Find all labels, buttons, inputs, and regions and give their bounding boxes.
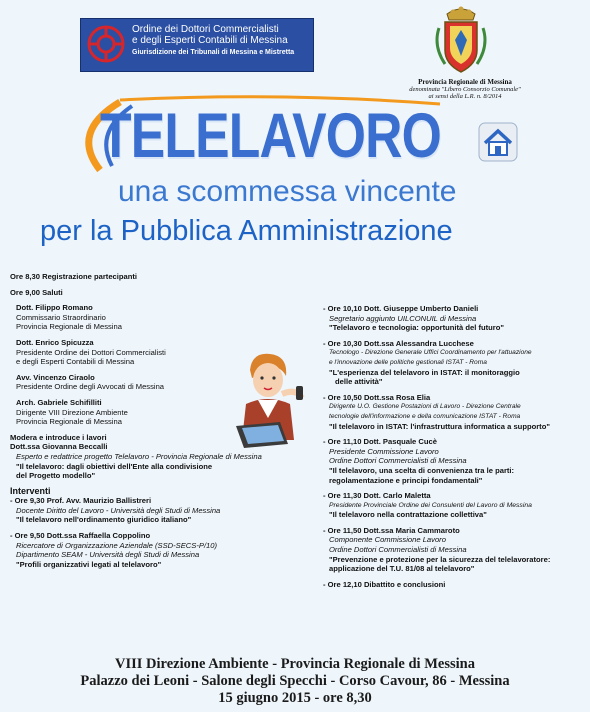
talk-cuce <box>323 437 585 485</box>
moderator-talk-title: "Il telelavoro: dagli obiettivi dell'Ente alla condivisione <box>16 461 213 471</box>
talk-role: Tecnologo - Direzione Generale Uffici Coordinamento per l'attuazione <box>329 349 532 357</box>
talk-time-speaker: - Ore 10,50 Dott.ssa Rosa Elia <box>323 392 431 402</box>
talk-time-speaker: - Ore 10,10 Dott. Giuseppe Umberto Danieli <box>323 304 479 313</box>
talk-title: "Profili organizzativi legati al telelavoro" <box>16 559 162 569</box>
talk-role: Ordine Dottori Commercialisti di Messina <box>329 456 467 466</box>
moderator-heading: Modera e introduce i lavori <box>10 432 107 442</box>
woman-at-laptop-illustration <box>222 348 314 460</box>
program-right-column <box>323 304 585 589</box>
talk-time-speaker: - Ore 10,30 Dott.ssa Alessandra Lucchese <box>323 338 474 348</box>
talk-title: "Il telelavoro, una scelta di convenienza tra le parti: <box>329 465 515 475</box>
talk-time-speaker: - Ore 11,10 Dott. Pasquale Cucè <box>323 437 437 447</box>
talk-title: "Il telelavoro in ISTAT: l'infrastruttura informatica a supporto" <box>329 421 550 431</box>
speaker-role: e degli Esperti Contabili di Messina <box>16 357 135 367</box>
speaker-name: Avv. Vincenzo Ciraolo <box>16 372 95 382</box>
talk-role: Dirigente U.O. Gestione Postazioni di Lavoro - Direzione Centrale <box>329 403 521 411</box>
speaker-role: Provincia Regionale di Messina <box>16 322 122 332</box>
provincia-line1: Provincia Regionale di Messina <box>418 78 512 86</box>
speaker-role: Provincia Regionale di Messina <box>16 417 122 427</box>
talk-role: Ricercatore di Organizzazione Aziendale (SSD-SECS-P/10) <box>16 540 218 550</box>
talk-title: "L'esperienza del telelavoro in ISTAT: il monitoraggio <box>329 367 520 377</box>
moderator-name: Dott.ssa Giovanna Beccalli <box>10 442 108 452</box>
footer-venue: Palazzo dei Leoni - Salone degli Specchi - Corso Cavour, 86 - Messina <box>80 673 510 689</box>
talk-title: "Il telelavoro nell'ordinamento giuridico italiano" <box>16 515 192 525</box>
talk-title: delle attività" <box>335 377 383 387</box>
talk-role: Ordine Dottori Commercialisti di Messina <box>329 545 467 555</box>
speaker-role: Presidente Ordine degli Avvocati di Messina <box>16 382 165 392</box>
talk-title: "Il telelavoro nella contrattazione collettiva" <box>329 510 487 520</box>
speaker-name: Dott. Filippo Romano <box>16 303 93 313</box>
footer <box>0 656 590 707</box>
talk-time-speaker: - Ore 11,50 Dott.ssa Maria Cammaroto <box>323 525 460 535</box>
speaker-role: Commissario Straordinario <box>16 312 106 322</box>
moderator-role: Esperto e redattrice progetto Telelavoro - Provincia Regionale di Messina <box>16 451 262 461</box>
talk-title: regolamentazione e principi fondamentali" <box>329 475 483 485</box>
talk-role: Presidente Commissione Lavoro <box>329 446 439 456</box>
provincia-crest-icon <box>433 6 489 76</box>
talk-time-speaker: - Ore 9,50 Dott.ssa Raffaella Coppolino <box>10 531 151 541</box>
speaker-role: Presidente Ordine dei Dottori Commercialisti <box>16 347 166 357</box>
moderator-talk-title: del Progetto modello" <box>16 471 96 481</box>
provincia-line2: denominata "Libero Consorzio Comunale" <box>409 86 521 93</box>
talk-role: Presidente Provinciale Ordine dei Consulenti del Lavoro di Messina <box>329 501 532 509</box>
talk-elia <box>323 393 585 431</box>
interventions-heading: Interventi <box>10 485 51 496</box>
footer-date: 15 giugno 2015 - ore 8,30 <box>218 690 372 706</box>
talk-coppolino <box>10 531 310 569</box>
speaker-role: Dirigente VIII Direzione Ambiente <box>16 407 128 417</box>
footer-organizer: VIII Direzione Ambiente - Provincia Regionale di Messina <box>115 656 475 672</box>
ordine-line2: e degli Esperti Contabili di Messina <box>132 35 288 46</box>
talk-title: applicazione del T.U. 81/08 al telelavoro" <box>329 564 475 574</box>
talk-cammaroto <box>323 526 585 574</box>
talk-ballistreri <box>10 496 310 525</box>
house-icon <box>478 122 518 162</box>
registration-line: Ore 8,30 Registrazione partecipanti <box>10 272 138 281</box>
speaker-name: Arch. Gabriele Schifilliti <box>16 397 102 407</box>
talk-title: "Telelavoro e tecnologia: opportunità del futuro" <box>329 323 504 333</box>
talk-role: e l'innovazione delle politiche gestionali ISTAT - Roma <box>329 358 487 366</box>
ordine-line3: Giurisdizione dei Tribunali di Messina e Mistretta <box>132 49 295 56</box>
talk-time-speaker: - Ore 11,30 Dott. Carlo Maletta <box>323 491 431 501</box>
talk-role: Componente Commissione Lavoro <box>329 535 446 545</box>
speaker-romano <box>16 303 310 332</box>
talk-lucchese <box>323 339 585 387</box>
talk-role: Docente Diritto del Lavoro - Università degli Studi di Messina <box>16 505 221 515</box>
subtitle-2: per la Pubblica Amministrazione <box>40 215 453 247</box>
greetings-heading: Ore 9,00 Saluti <box>10 287 63 297</box>
speaker-name: Dott. Enrico Spicuzza <box>16 337 94 347</box>
talk-role: Segretario aggiunto UILCONUIL di Messina <box>329 313 477 323</box>
talk-role: Dipartimento SEAM - Università degli Studi di Messina <box>16 550 200 560</box>
talk-title: "Prevenzione e protezione per la sicurezza del telelavoratore: <box>329 554 551 564</box>
ordine-text <box>132 24 310 58</box>
closing-line: - Ore 12,10 Dibattito e conclusioni <box>323 579 446 589</box>
ordine-line1: Ordine dei Dottori Commercialisti <box>132 24 279 35</box>
talk-maletta <box>323 491 585 520</box>
ordine-logo-icon <box>86 24 126 64</box>
page-title: TELELAVORO <box>100 101 441 171</box>
talk-danieli <box>323 304 585 333</box>
subtitle-1: una scommessa vincente <box>118 175 457 208</box>
provincia-line3: ai sensi della L.R. n. 8/2014 <box>428 93 502 100</box>
talk-role: tecnologie dell'informazione e della comunicazione ISTAT - Roma <box>329 412 521 420</box>
talk-time-speaker: - Ore 9,30 Prof. Avv. Maurizio Ballistreri <box>10 496 152 506</box>
